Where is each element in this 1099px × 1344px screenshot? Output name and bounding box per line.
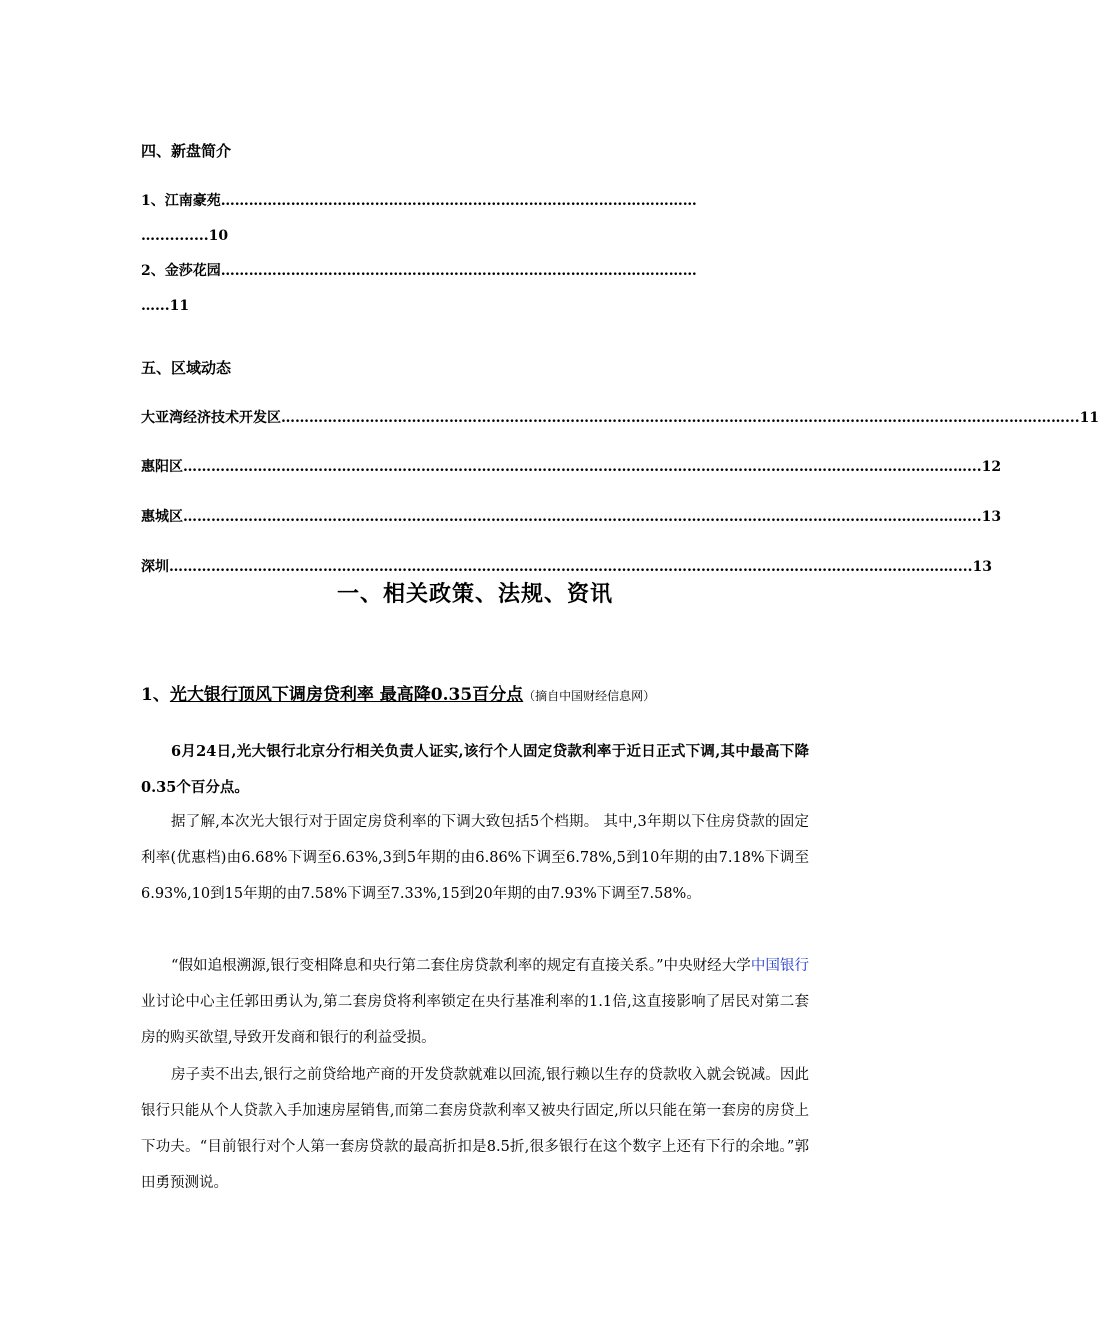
- article-paragraph: [141, 948, 809, 1056]
- article-paragraph: 据了解,本次光大银行对于固定房贷利率的下调大致包括5个档期。 其中,3年期以下住房贷款的固定利率(优惠档)由6.68%下调至6.63%,3到5年期的由6.86%下调至6.78%,5到10年期的由7.18%下调至6.93%,10到15年期的由7.58%下调至7.33%,15到20年期的由7.93%下调至7.58%。: [141, 814, 809, 902]
- toc-item-dayawan: [141, 407, 1099, 427]
- bank-link[interactable]: 中国银行: [750, 958, 809, 974]
- article-source: （摘自中国财经信息网）: [523, 689, 656, 703]
- toc-leader-dots: ……………………………………………………………………………………………………………………………………………………: [169, 559, 953, 575]
- toc-item-page: ...11: [1065, 410, 1099, 426]
- toc-item-page: ....13: [953, 559, 992, 575]
- paragraph-text: 业讨论中心主任郭田勇认为,第二套房贷将利率锁定在央行基准利率的1.1倍,这直接影响了居民对第二套房的购买欲望,导致开发商和银行的利益受损。: [141, 994, 809, 1046]
- toc-item-label: 深圳: [141, 559, 169, 575]
- toc-item-jiangnan-line1: 1、江南豪苑…………………………………………………………………………………………: [141, 193, 697, 209]
- paragraph-text: “假如追根溯源,银行变相降息和央行第二套住房贷款利率的规定有直接关系。”中央财经大学: [171, 958, 751, 974]
- toc-leader-dots: ……………………………………………………………………………………………………………………………………………………: [281, 410, 1065, 426]
- toc-item-jinsha-line2: …...11: [141, 298, 190, 314]
- toc-item-shenzhen: [141, 556, 992, 576]
- toc-item-page: ...13: [967, 509, 1002, 525]
- toc-item-page: ...12: [967, 459, 1002, 475]
- toc-leader-dots: ……………………………………………………………………………………………………………………………………………………: [183, 459, 967, 475]
- toc-item-jinsha-line1: 2、金莎花园…………………………………………………………………………………………: [141, 263, 697, 279]
- toc-leader-dots: ……………………………………………………………………………………………………………………………………………………: [183, 509, 967, 525]
- toc-section4-title: 四、新盘简介: [141, 142, 232, 160]
- article-title: 光大银行顶风下调房贷利率 最高降0.35百分点: [169, 685, 524, 705]
- article-heading: [141, 680, 655, 705]
- toc-item-huiyang: [141, 456, 1002, 476]
- section-heading: 一、相关政策、法规、资讯: [336, 581, 613, 607]
- toc-section5-title: 五、区域动态: [141, 359, 232, 377]
- article-number: 1、: [141, 685, 170, 705]
- toc-item-label: 大亚湾经济技术开发区: [141, 410, 281, 426]
- article-lead-paragraph: 6月24日,光大银行北京分行相关负责人证实,该行个人固定贷款利率于近日正式下调,其中最高下降0.35个百分点。: [141, 743, 809, 796]
- toc-item-label: 惠阳区: [141, 459, 183, 475]
- toc-item-huicheng: [141, 506, 1002, 526]
- toc-item-label: 惠城区: [141, 509, 183, 525]
- article-paragraph: 房子卖不出去,银行之前贷给地产商的开发贷款就难以回流,银行赖以生存的贷款收入就会锐减。因此银行只能从个人贷款入手加速房屋销售,而第二套房贷款利率又被央行固定,所以只能在第一套房的房贷上下功夫。“目前银行对个人第一套房贷款的最高折扣是8.5折,很多银行在这个数字上还有下行的余地。”郭田勇预测说。: [141, 1067, 809, 1191]
- toc-item-jiangnan-line2: …...........10: [141, 228, 229, 244]
